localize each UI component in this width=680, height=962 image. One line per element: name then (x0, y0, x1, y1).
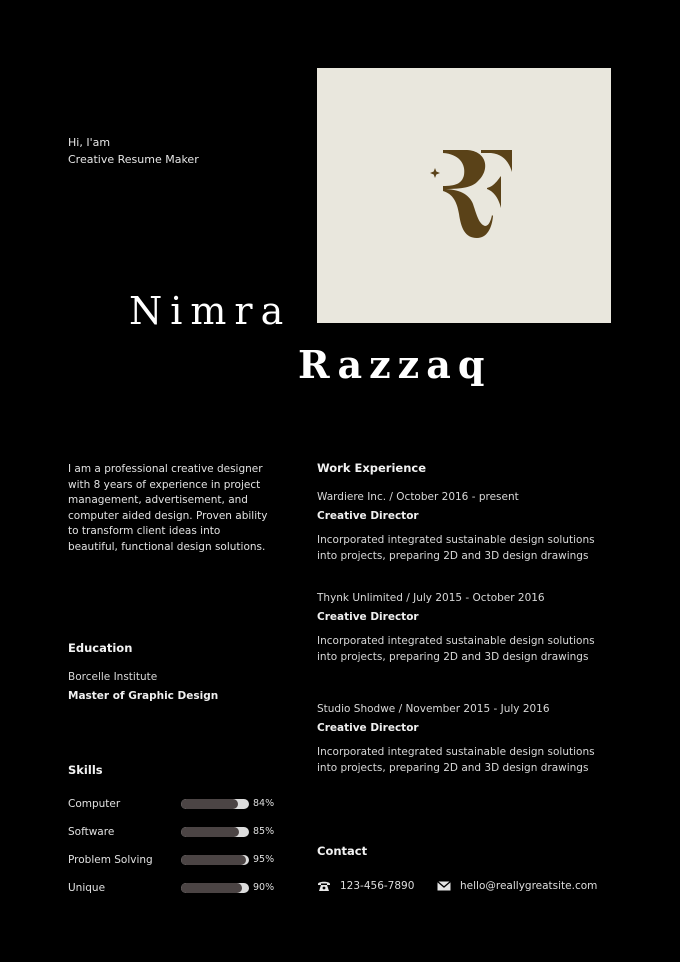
envelope-icon (437, 880, 451, 892)
education-institute: Borcelle Institute (68, 671, 158, 683)
skill-row (68, 796, 288, 812)
rf-monogram-icon (429, 142, 519, 242)
skill-label: Computer (68, 798, 121, 810)
contact-heading: Contact (317, 844, 368, 858)
skills-heading: Skills (68, 763, 103, 777)
job-role: Creative Director (317, 611, 419, 623)
job-role: Creative Director (317, 510, 419, 522)
email-address: hello@reallygreatsite.com (460, 880, 598, 892)
contact-phone (317, 880, 414, 892)
logo-box (317, 68, 611, 323)
job-meta: Thynk Unlimited / July 2015 - October 2016 (317, 592, 545, 604)
skill-label: Unique (68, 882, 106, 894)
job-description: Incorporated integrated sustainable design solutions into projects, preparing 2D and 3D design drawings (317, 746, 595, 774)
work-heading: Work Experience (317, 461, 427, 475)
job-entry (317, 591, 617, 665)
about-text: I am a professional creative designer with 8 years of experience in project management, advertisement, and computer aided design. Proven ability to transform client ideas into beautiful, functional design solutions. (68, 463, 268, 553)
skill-label: Software (68, 826, 115, 838)
telephone-icon (317, 880, 331, 892)
skill-bar (181, 799, 249, 809)
skill-row (68, 852, 288, 868)
job-meta: Studio Shodwe / November 2015 - July 2016 (317, 703, 550, 715)
skill-row (68, 824, 288, 840)
intro (68, 134, 199, 168)
job-description: Incorporated integrated sustainable design solutions into projects, preparing 2D and 3D design drawings (317, 534, 595, 562)
skill-row (68, 880, 288, 896)
skill-percent: 90% (253, 882, 275, 893)
greeting: Hi, I'am (68, 136, 111, 149)
skill-label: Problem Solving (68, 854, 153, 866)
job-role: Creative Director (317, 722, 419, 734)
first-name: Nimra (129, 289, 292, 333)
phone-number: 123-456-7890 (340, 880, 415, 892)
job-entry (317, 490, 617, 564)
last-name: Razzaq (298, 342, 492, 387)
skill-bar (181, 827, 249, 837)
contact-email (437, 880, 597, 892)
skill-percent: 95% (253, 854, 275, 865)
tagline: Creative Resume Maker (68, 153, 199, 166)
job-meta: Wardiere Inc. / October 2016 - present (317, 491, 519, 503)
job-description: Incorporated integrated sustainable design solutions into projects, preparing 2D and 3D design drawings (317, 635, 595, 663)
job-entry (317, 702, 617, 776)
skill-percent: 85% (253, 826, 275, 837)
education-degree: Master of Graphic Design (68, 690, 219, 702)
education-heading: Education (68, 641, 133, 655)
skill-percent: 84% (253, 798, 275, 809)
skill-bar (181, 855, 249, 865)
skill-bar (181, 883, 249, 893)
